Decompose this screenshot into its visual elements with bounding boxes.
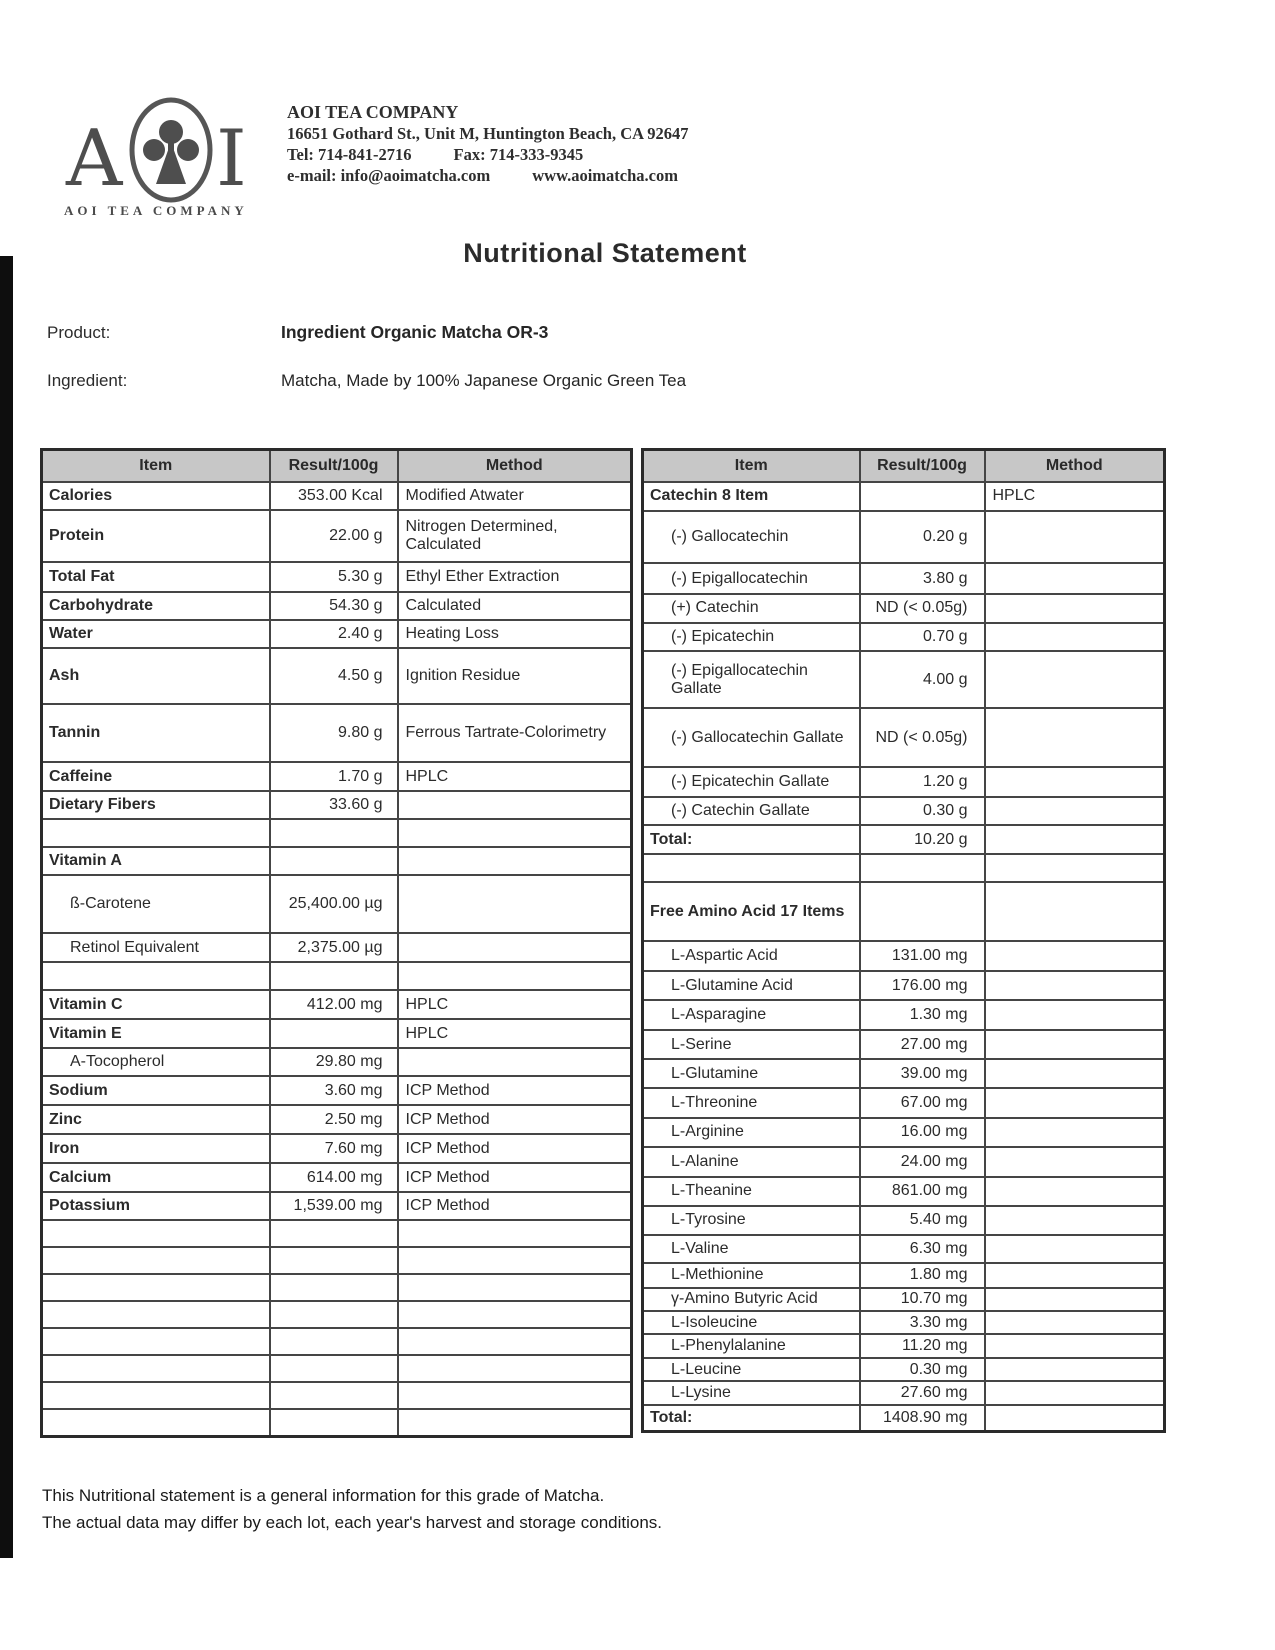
method-cell: HPLC (398, 990, 632, 1019)
ingredient-row (47, 371, 947, 391)
table-row (42, 1355, 632, 1382)
item-cell: A-Tocopherol (42, 1048, 270, 1076)
result-cell (270, 1019, 398, 1048)
method-cell (398, 1382, 632, 1409)
result-cell (860, 482, 985, 511)
nutrition-tables (40, 448, 1166, 1438)
footer-notes (42, 1482, 662, 1536)
result-cell: 0.30 mg (860, 1358, 985, 1381)
method-cell (985, 1030, 1165, 1060)
table-row (42, 648, 632, 704)
result-cell: 2.40 g (270, 620, 398, 648)
logo-caption: AOI TEA COMPANY (64, 203, 248, 218)
method-cell (985, 941, 1165, 971)
result-cell: 0.30 g (860, 797, 985, 826)
table-row (643, 651, 1165, 708)
tree-icon (143, 120, 199, 184)
result-cell: 24.00 mg (860, 1147, 985, 1177)
item-cell: L-Asparagine (643, 1000, 860, 1030)
item-cell: (-) Catechin Gallate (643, 797, 860, 826)
item-cell: L-Arginine (643, 1118, 860, 1148)
scan-artifact-bar (0, 256, 13, 1558)
result-cell: 67.00 mg (860, 1088, 985, 1118)
item-cell (42, 1382, 270, 1409)
column-header-method: Method (398, 450, 632, 483)
result-cell: ND (< 0.05g) (860, 594, 985, 623)
method-cell (985, 1381, 1165, 1404)
result-cell: 353.00 Kcal (270, 482, 398, 510)
column-header-result: Result/100g (270, 450, 398, 483)
item-cell: L-Glutamine (643, 1059, 860, 1088)
item-cell: L-Valine (643, 1235, 860, 1264)
result-cell (270, 1274, 398, 1301)
table-row (643, 511, 1165, 564)
product-label: Product: (47, 323, 111, 342)
method-cell (985, 511, 1165, 564)
item-cell: L-Alanine (643, 1147, 860, 1177)
table-row (42, 1220, 632, 1247)
aoi-logo-mark (60, 96, 260, 211)
item-cell: Carbohydrate (42, 592, 270, 620)
item-cell: Caffeine (42, 762, 270, 791)
company-website: www.aoimatcha.com (532, 166, 678, 185)
table-row (42, 1076, 632, 1105)
table-row (643, 941, 1165, 971)
table-row (42, 1328, 632, 1355)
method-cell (398, 933, 632, 962)
table-row (643, 797, 1165, 826)
item-cell (42, 962, 270, 990)
table-row (643, 1381, 1165, 1404)
item-cell: L-Lysine (643, 1381, 860, 1404)
result-cell: ND (< 0.05g) (860, 708, 985, 767)
result-cell: 3.80 g (860, 563, 985, 594)
result-cell (270, 962, 398, 990)
method-cell (398, 1247, 632, 1274)
table-row (643, 1288, 1165, 1311)
left-tbody (42, 482, 632, 1436)
result-cell: 0.70 g (860, 623, 985, 652)
method-cell (985, 1405, 1165, 1432)
result-cell: 5.30 g (270, 562, 398, 592)
result-cell: 10.20 g (860, 825, 985, 854)
method-cell: Ignition Residue (398, 648, 632, 704)
result-cell (270, 819, 398, 847)
result-cell (270, 847, 398, 875)
column-header-result: Result/100g (860, 450, 985, 483)
result-cell: 1,539.00 mg (270, 1192, 398, 1220)
table-row (42, 592, 632, 620)
method-cell (398, 875, 632, 933)
result-cell: 33.60 g (270, 791, 398, 819)
item-cell: Calories (42, 482, 270, 510)
footer-line-2: The actual data may differ by each lot, each year's harvest and storage conditions. (42, 1513, 663, 1532)
result-cell: 9.80 g (270, 704, 398, 762)
header-row (643, 450, 1165, 483)
result-cell: 131.00 mg (860, 941, 985, 971)
method-cell (985, 623, 1165, 652)
method-cell (985, 825, 1165, 854)
item-cell: Retinol Equivalent (42, 933, 270, 962)
footer-line-1: This Nutritional statement is a general information for this grade of Matcha. (42, 1486, 605, 1505)
method-cell (985, 1088, 1165, 1118)
table-row (643, 767, 1165, 797)
method-cell: Modified Atwater (398, 482, 632, 510)
table-row (643, 1177, 1165, 1207)
result-cell: 27.60 mg (860, 1381, 985, 1404)
result-cell: 5.40 mg (860, 1206, 985, 1235)
method-cell (985, 594, 1165, 623)
table-row (42, 990, 632, 1019)
method-cell (398, 1301, 632, 1328)
company-email: e-mail: info@aoimatcha.com (287, 166, 491, 185)
method-cell (985, 1358, 1165, 1381)
method-cell (985, 1288, 1165, 1311)
column-header-item: Item (42, 450, 270, 483)
method-cell: Calculated (398, 592, 632, 620)
result-cell: 4.00 g (860, 651, 985, 708)
result-cell: 39.00 mg (860, 1059, 985, 1088)
table-row (42, 1409, 632, 1436)
table-row (643, 1358, 1165, 1381)
item-cell: L-Serine (643, 1030, 860, 1060)
table-row (42, 1274, 632, 1301)
table-row (643, 971, 1165, 1001)
item-cell: L-Phenylalanine (643, 1334, 860, 1357)
table-row (643, 1334, 1165, 1357)
product-row (47, 322, 947, 343)
table-row (643, 1088, 1165, 1118)
result-cell: 614.00 mg (270, 1163, 398, 1192)
ingredient-label: Ingredient: (47, 371, 128, 390)
nutrition-table-right (641, 448, 1166, 1433)
table-row (643, 1235, 1165, 1264)
result-cell (270, 1301, 398, 1328)
company-tel: Tel: 714-841-2716 (287, 145, 412, 164)
method-cell (985, 1147, 1165, 1177)
method-cell (985, 1000, 1165, 1030)
ingredient-value: Matcha, Made by 100% Japanese Organic Green Tea (281, 371, 687, 390)
table-row (643, 825, 1165, 854)
result-cell: 27.00 mg (860, 1030, 985, 1060)
table-row (643, 1059, 1165, 1088)
item-cell: Vitamin C (42, 990, 270, 1019)
company-phone-line (287, 144, 689, 165)
method-cell (985, 797, 1165, 826)
item-cell: (-) Epigallocatechin Gallate (643, 651, 860, 708)
item-cell: Ash (42, 648, 270, 704)
result-cell (270, 1382, 398, 1409)
item-cell: Vitamin A (42, 847, 270, 875)
item-cell: Protein (42, 510, 270, 562)
item-cell: L-Leucine (643, 1358, 860, 1381)
method-cell (985, 1235, 1165, 1264)
item-cell: (-) Gallocatechin (643, 511, 860, 564)
method-cell: ICP Method (398, 1134, 632, 1163)
table-row (643, 1118, 1165, 1148)
result-cell: 1.20 g (860, 767, 985, 797)
table-row (643, 1147, 1165, 1177)
method-cell: Ethyl Ether Extraction (398, 562, 632, 592)
method-cell: Ferrous Tartrate-Colorimetry (398, 704, 632, 762)
result-cell: 22.00 g (270, 510, 398, 562)
method-cell (985, 708, 1165, 767)
method-cell (398, 1048, 632, 1076)
item-cell: Total: (643, 825, 860, 854)
result-cell: 1.80 mg (860, 1263, 985, 1287)
item-cell: Calcium (42, 1163, 270, 1192)
table-row (643, 623, 1165, 652)
item-cell: (-) Epicatechin Gallate (643, 767, 860, 797)
method-cell (985, 651, 1165, 708)
item-cell (42, 1301, 270, 1328)
right-tbody (643, 482, 1165, 1432)
item-cell: L-Methionine (643, 1263, 860, 1287)
result-cell: 176.00 mg (860, 971, 985, 1001)
method-cell (985, 1206, 1165, 1235)
result-cell: 7.60 mg (270, 1134, 398, 1163)
result-cell: 412.00 mg (270, 990, 398, 1019)
result-cell: 4.50 g (270, 648, 398, 704)
table-row (643, 1206, 1165, 1235)
item-cell: ß-Carotene (42, 875, 270, 933)
table-row (42, 819, 632, 847)
item-cell: Zinc (42, 1105, 270, 1134)
result-cell: 10.70 mg (860, 1288, 985, 1311)
method-cell (398, 962, 632, 990)
result-cell (270, 1328, 398, 1355)
table-row (643, 1311, 1165, 1334)
method-cell: HPLC (398, 762, 632, 791)
result-cell (270, 1355, 398, 1382)
result-cell: 3.30 mg (860, 1311, 985, 1334)
item-cell: Total: (643, 1405, 860, 1432)
table-row (643, 563, 1165, 594)
result-cell: 1.30 mg (860, 1000, 985, 1030)
method-cell (398, 1355, 632, 1382)
method-cell: HPLC (398, 1019, 632, 1048)
item-cell (42, 1328, 270, 1355)
method-cell (398, 1409, 632, 1436)
method-cell: ICP Method (398, 1105, 632, 1134)
result-cell (860, 854, 985, 883)
column-header-method: Method (985, 450, 1165, 483)
result-cell: 1.70 g (270, 762, 398, 791)
item-cell (42, 1355, 270, 1382)
method-cell: HPLC (985, 482, 1165, 511)
method-cell (985, 971, 1165, 1001)
table-row (42, 482, 632, 510)
item-cell (643, 854, 860, 883)
method-cell (985, 1311, 1165, 1334)
item-cell: (-) Epigallocatechin (643, 563, 860, 594)
result-cell: 1408.90 mg (860, 1405, 985, 1432)
result-cell (270, 1247, 398, 1274)
table-row (643, 1405, 1165, 1432)
item-cell (42, 1409, 270, 1436)
item-cell: Total Fat (42, 562, 270, 592)
item-cell: (-) Epicatechin (643, 623, 860, 652)
method-cell (985, 1118, 1165, 1148)
method-cell: ICP Method (398, 1076, 632, 1105)
result-cell: 29.80 mg (270, 1048, 398, 1076)
result-cell: 25,400.00 µg (270, 875, 398, 933)
table-row (42, 1382, 632, 1409)
result-cell: 3.60 mg (270, 1076, 398, 1105)
company-name: AOI TEA COMPANY (287, 102, 459, 122)
item-cell: Free Amino Acid 17 Items (643, 882, 860, 941)
table-row (42, 933, 632, 962)
result-cell: 2,375.00 µg (270, 933, 398, 962)
item-cell (42, 1247, 270, 1274)
table-row (643, 594, 1165, 623)
item-cell: Potassium (42, 1192, 270, 1220)
company-web-line (287, 165, 689, 186)
method-cell (398, 1220, 632, 1247)
method-cell (985, 1059, 1165, 1088)
item-cell: (-) Gallocatechin Gallate (643, 708, 860, 767)
table-row (42, 1163, 632, 1192)
result-cell: 11.20 mg (860, 1334, 985, 1357)
table-row (643, 1000, 1165, 1030)
item-cell: L-Glutamine Acid (643, 971, 860, 1001)
result-cell: 16.00 mg (860, 1118, 985, 1148)
method-cell (985, 1263, 1165, 1287)
method-cell (398, 847, 632, 875)
company-info-block (287, 102, 689, 186)
method-cell: ICP Method (398, 1192, 632, 1220)
logo-letter-a: A (66, 114, 123, 204)
table-row (643, 708, 1165, 767)
table-row (643, 1030, 1165, 1060)
item-cell: (+) Catechin (643, 594, 860, 623)
table-row (42, 704, 632, 762)
table-row (42, 1019, 632, 1048)
method-cell (398, 1274, 632, 1301)
item-cell: Dietary Fibers (42, 791, 270, 819)
method-cell (985, 854, 1165, 883)
table-row (643, 482, 1165, 511)
item-cell: γ-Amino Butyric Acid (643, 1288, 860, 1311)
result-cell: 2.50 mg (270, 1105, 398, 1134)
page-title: Nutritional Statement (463, 238, 747, 268)
item-cell: L-Isoleucine (643, 1311, 860, 1334)
table-row (42, 1301, 632, 1328)
table-row (42, 510, 632, 562)
table-row (42, 762, 632, 791)
aoi-logo (60, 96, 260, 216)
table-row (643, 882, 1165, 941)
item-cell: L-Aspartic Acid (643, 941, 860, 971)
table-row (42, 962, 632, 990)
item-cell: Water (42, 620, 270, 648)
method-cell (985, 1177, 1165, 1207)
method-cell: ICP Method (398, 1163, 632, 1192)
table-row (42, 1134, 632, 1163)
company-fax: Fax: 714-333-9345 (453, 145, 584, 164)
table-row (643, 1263, 1165, 1287)
column-header-item: Item (643, 450, 860, 483)
method-cell (985, 882, 1165, 941)
result-cell (270, 1409, 398, 1436)
result-cell: 861.00 mg (860, 1177, 985, 1207)
table-row (42, 1048, 632, 1076)
method-cell (985, 767, 1165, 797)
table-row (42, 847, 632, 875)
item-cell: Catechin 8 Item (643, 482, 860, 511)
method-cell (398, 1328, 632, 1355)
item-cell (42, 1274, 270, 1301)
result-cell (270, 1220, 398, 1247)
table-row (42, 875, 632, 933)
logo-letter-i: I (216, 114, 247, 204)
item-cell (42, 1220, 270, 1247)
item-cell: L-Threonine (643, 1088, 860, 1118)
table-row (42, 562, 632, 592)
item-cell: L-Theanine (643, 1177, 860, 1207)
method-cell: Nitrogen Determined, Calculated (398, 510, 632, 562)
table-row (42, 620, 632, 648)
method-cell: Heating Loss (398, 620, 632, 648)
table-row (42, 1192, 632, 1220)
item-cell: Tannin (42, 704, 270, 762)
table-row (42, 1247, 632, 1274)
item-cell: Vitamin E (42, 1019, 270, 1048)
item-cell (42, 819, 270, 847)
result-cell (860, 882, 985, 941)
table-row (42, 791, 632, 819)
product-value: Ingredient Organic Matcha OR-3 (281, 322, 549, 342)
header-row (42, 450, 632, 483)
method-cell (398, 819, 632, 847)
company-address: 16651 Gothard St., Unit M, Huntington Beach, CA 92647 (287, 124, 689, 143)
item-cell: L-Tyrosine (643, 1206, 860, 1235)
result-cell: 0.20 g (860, 511, 985, 564)
result-cell: 54.30 g (270, 592, 398, 620)
item-cell: Iron (42, 1134, 270, 1163)
item-cell: Sodium (42, 1076, 270, 1105)
table-row (42, 1105, 632, 1134)
table-row (643, 854, 1165, 883)
method-cell (985, 563, 1165, 594)
nutrition-table-left (40, 448, 633, 1438)
method-cell (985, 1334, 1165, 1357)
result-cell: 6.30 mg (860, 1235, 985, 1264)
method-cell (398, 791, 632, 819)
